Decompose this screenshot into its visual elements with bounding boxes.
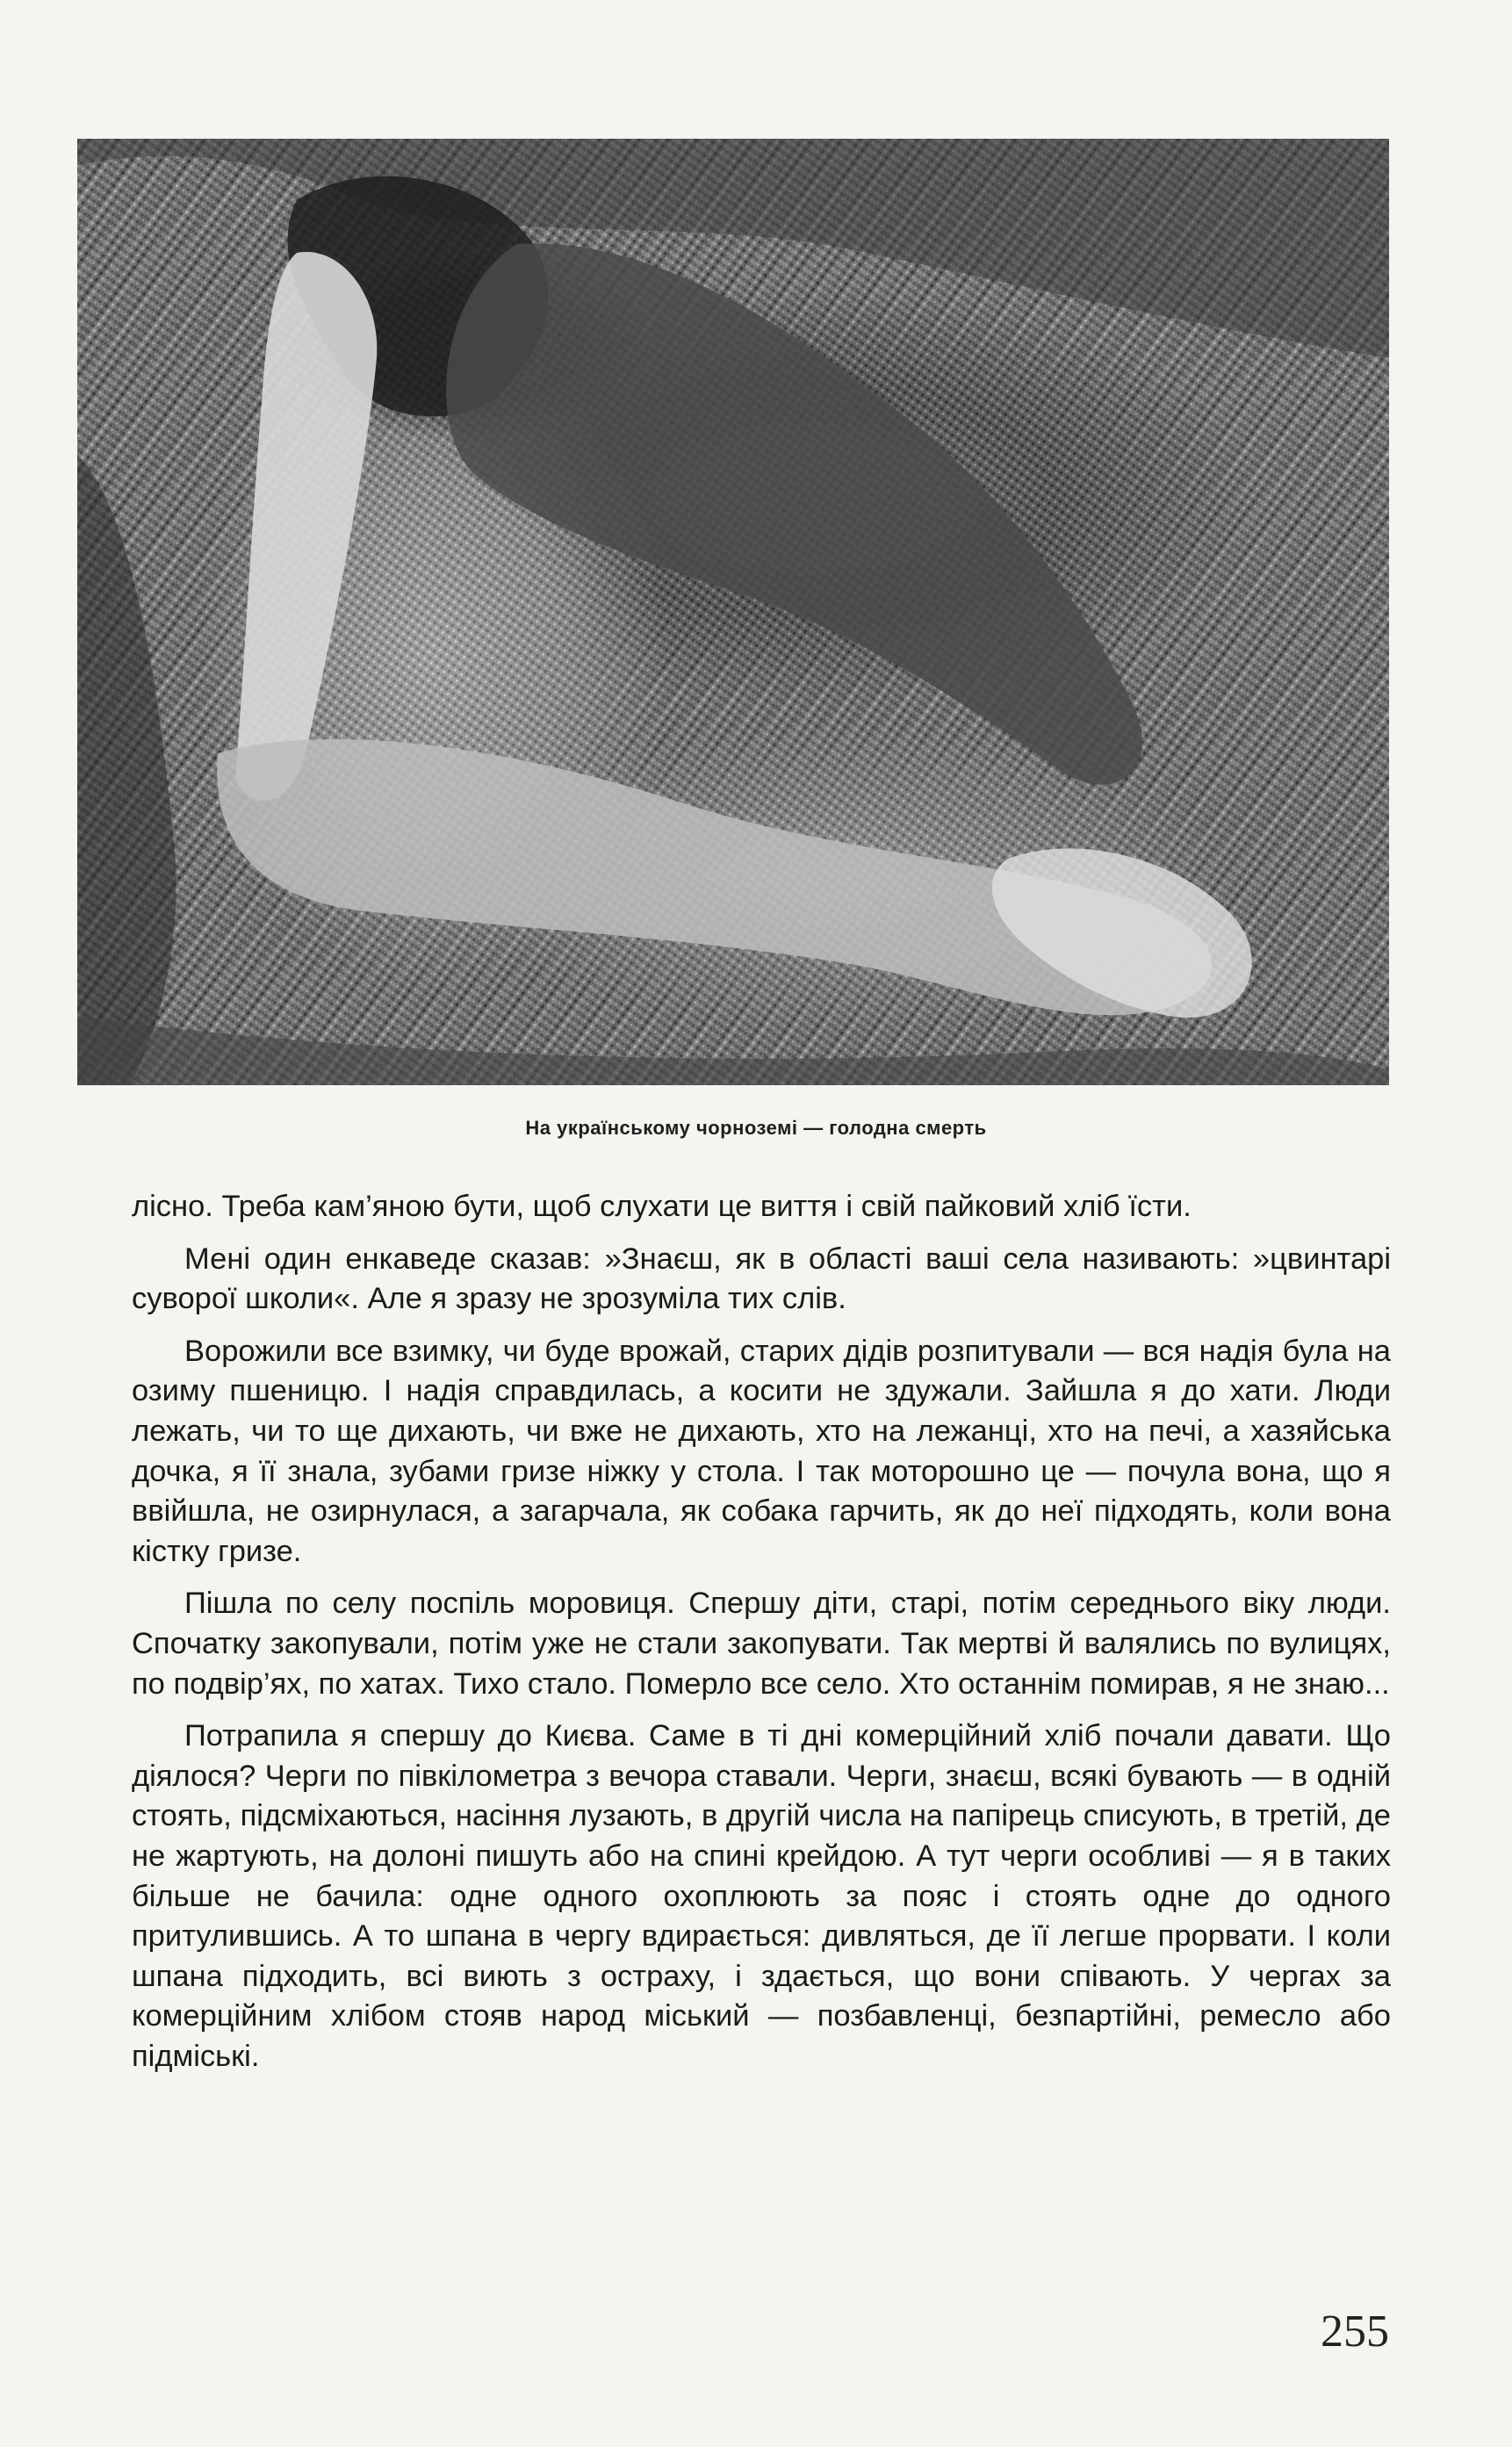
paragraph: Ворожили все взимку, чи буде врожай, старих дідів розпитували — вся надія була на озиму пшеницю. І надія справдилась, а косити не здужали. Зайшла я до хати. Люди лежать, чи то ще дихають, чи вже не дихають, хто на лежанці, хто на печі, а хазяйська дочка, я її знала, зубами гризе ніжку у стола. І так моторошно це — почула вона, що я ввійшла, не озирнулася, а загарчала, як собака гарчить, як до неї підходять, коли вона кістку гризе. — [132, 1334, 1391, 1568]
paragraph: Мені один енкаведе сказав: »Знаєш, як в області ваші села називають: »цвинтарі суворої школи«. Але я зразу не зрозуміла тих слів. — [132, 1241, 1391, 1316]
page-number: 255 — [1321, 2307, 1389, 2357]
paragraph: лісно. Треба кам’яною бути, щоб слухати це виття і свій пайковий хліб їсти. — [132, 1190, 1192, 1223]
photo-image — [77, 139, 1389, 1085]
paragraph: Пішла по селу поспіль моровиця. Спершу діти, старі, потім середнього віку люди. Спочатку закопували, потім уже не стали закопувати. Так мертві й валялись по вулицях, по подвір’ях, по хатах. Тихо стало. Померло все село. Хто останнім помирав, я не знаю... — [132, 1587, 1391, 1701]
body-text — [132, 1187, 1391, 2089]
photo-caption: На українському чорноземі — голодна смерть — [525, 1117, 987, 1139]
photo-illustration — [77, 139, 1389, 1085]
paragraph: Потрапила я спершу до Києва. Саме в ті дні комерційний хліб почали давати. Що діялося? Черги по півкілометра з вечора ставали. Черги, знаєш, всякі бувають — в одній стоять, підсміхаються, насіння лузають, в другій числа на папірець списують, в третій, де не жартують, на долоні пишуть або на спині крейдою. А тут черги особливі — я в таких більше не бачила: одне одного охоплюють за пояс і стоять одне до одного притулившись. А то шпана в чергу вдирається: дивляться, де її легше прорвати. І коли шпана підходить, всі виють з остраху, і здається, що вони співають. У чергах за комерційним хлібом стояв народ міський — позбавленці, безпартійні, ремесло або підміські. — [132, 1719, 1391, 2073]
